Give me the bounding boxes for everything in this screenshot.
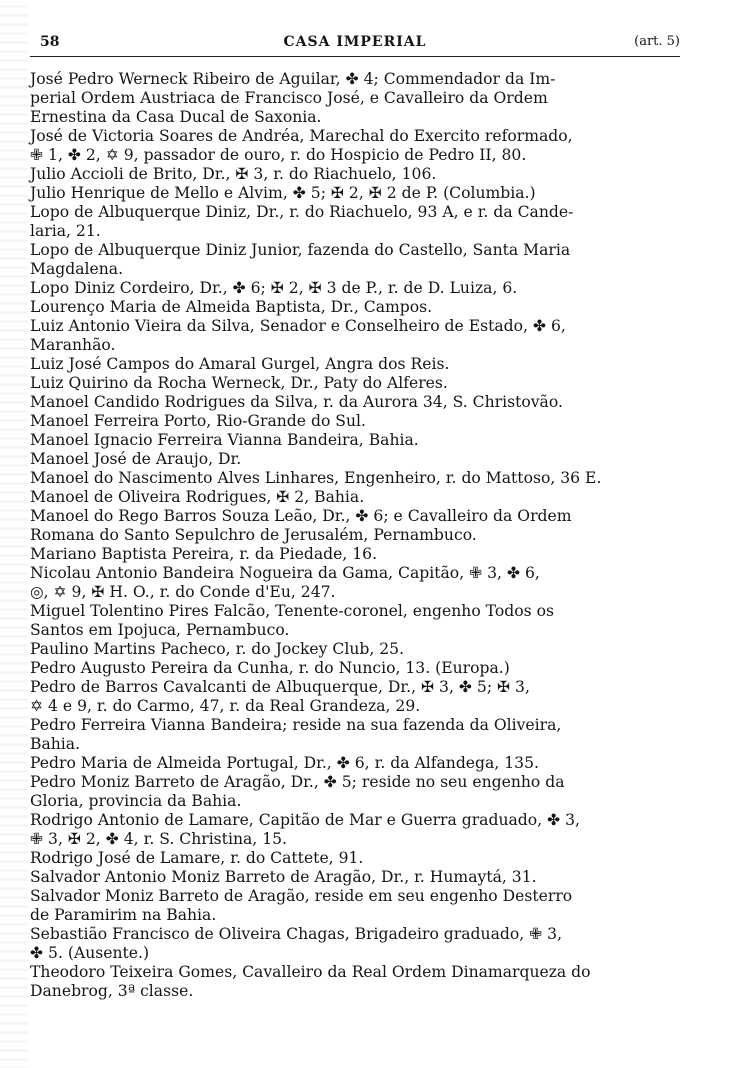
- entry-list: [30, 70, 680, 1001]
- entry-line: Santos em Ipojuca, Pernambuco.: [30, 621, 290, 639]
- entry-line: Luiz Quirino da Rocha Werneck, Dr., Paty do Alferes.: [30, 374, 448, 392]
- entry-line: Ernestina da Casa Ducal de Saxonia.: [30, 108, 322, 126]
- list-item: [30, 545, 680, 564]
- entry-line: Luiz José Campos do Amaral Gurgel, Angra dos Reis.: [30, 355, 450, 373]
- entry-line: Magdalena.: [30, 260, 124, 278]
- list-item: [30, 659, 680, 678]
- entry-line: ◎, ✡ 9, ✠ H. O., r. do Conde d'Eu, 247.: [30, 583, 336, 601]
- entry-line: Danebrog, 3ª classe.: [30, 982, 194, 1000]
- entry-line: Manoel do Rego Barros Souza Leão, Dr., ✤ 6; e Cavalleiro da Ordem: [30, 507, 572, 525]
- list-item: [30, 507, 680, 545]
- entry-line: Pedro de Barros Cavalcanti de Albuquerque, Dr., ✠ 3, ✤ 5; ✠ 3,: [30, 678, 530, 696]
- list-item: [30, 184, 680, 203]
- entry-line: ✤ 5. (Ausente.): [30, 944, 150, 962]
- list-item: [30, 317, 680, 355]
- entry-line: Manoel Ferreira Porto, Rio-Grande do Sul.: [30, 412, 366, 430]
- entry-line: Sebastião Francisco de Oliveira Chagas, Brigadeiro graduado, ✙ 3,: [30, 925, 563, 943]
- list-item: [30, 355, 680, 374]
- list-item: [30, 811, 680, 849]
- list-item: [30, 374, 680, 393]
- entry-line: ✙ 1, ✤ 2, ✡ 9, passador de ouro, r. do Hospicio de Pedro II, 80.: [30, 146, 527, 164]
- entry-line: Pedro Augusto Pereira da Cunha, r. do Nuncio, 13. (Europa.): [30, 659, 510, 677]
- entry-line: perial Ordem Austriaca de Francisco José, e Cavalleiro da Ordem: [30, 89, 548, 107]
- entry-line: Lopo de Albuquerque Diniz Junior, fazenda do Castello, Santa Maria: [30, 241, 571, 259]
- entry-line: Bahia.: [30, 735, 81, 753]
- entry-line: Salvador Moniz Barreto de Aragão, reside em seu engenho Desterro: [30, 887, 573, 905]
- section-reference: (art. 5): [634, 34, 680, 49]
- list-item: [30, 165, 680, 184]
- entry-line: Manoel Candido Rodrigues da Silva, r. da Aurora 34, S. Christovão.: [30, 393, 563, 411]
- entry-line: Julio Henrique de Mello e Alvim, ✤ 5; ✠ 2, ✠ 2 de P. (Columbia.): [30, 184, 536, 202]
- entry-line: Pedro Moniz Barreto de Aragão, Dr., ✤ 5; reside no seu engenho da: [30, 773, 565, 791]
- entry-line: ✡ 4 e 9, r. do Carmo, 47, r. da Real Grandeza, 29.: [30, 697, 421, 715]
- entry-line: Maranhão.: [30, 336, 116, 354]
- entry-line: Salvador Antonio Moniz Barreto de Aragão, Dr., r. Humaytá, 31.: [30, 868, 537, 886]
- entry-line: Miguel Tolentino Pires Falcão, Tenente-coronel, engenho Todos os: [30, 602, 554, 620]
- entry-line: Romana do Santo Sepulchro de Jerusalém, Pernambuco.: [30, 526, 477, 544]
- page-edge-shadow: [0, 0, 28, 1068]
- entry-line: Pedro Ferreira Vianna Bandeira; reside na sua fazenda da Oliveira,: [30, 716, 562, 734]
- entry-line: Lopo Diniz Cordeiro, Dr., ✤ 6; ✠ 2, ✠ 3 de P., r. de D. Luiza, 6.: [30, 279, 518, 297]
- list-item: [30, 602, 680, 640]
- list-item: [30, 127, 680, 165]
- running-title: CASA IMPERIAL: [283, 34, 427, 50]
- entry-line: Mariano Baptista Pereira, r. da Piedade, 16.: [30, 545, 378, 563]
- entry-line: José Pedro Werneck Ribeiro de Aguilar, ✤ 4; Commendador da Im-: [30, 70, 556, 88]
- list-item: [30, 393, 680, 412]
- list-item: [30, 887, 680, 925]
- entry-line: José de Victoria Soares de Andréa, Marechal do Exercito reformado,: [30, 127, 573, 145]
- entry-line: Paulino Martins Pacheco, r. do Jockey Club, 25.: [30, 640, 405, 658]
- list-item: [30, 849, 680, 868]
- list-item: [30, 298, 680, 317]
- list-item: [30, 203, 680, 241]
- entry-line: Nicolau Antonio Bandeira Nogueira da Gama, Capitão, ✙ 3, ✤ 6,: [30, 564, 540, 582]
- entry-line: Lourenço Maria de Almeida Baptista, Dr., Campos.: [30, 298, 433, 316]
- list-item: [30, 716, 680, 754]
- page-number: 58: [40, 34, 60, 50]
- entry-line: Manoel do Nascimento Alves Linhares, Engenheiro, r. do Mattoso, 36 E.: [30, 469, 602, 487]
- list-item: [30, 925, 680, 963]
- entry-line: de Paramirim na Bahia.: [30, 906, 217, 924]
- list-item: [30, 469, 680, 488]
- entry-line: ✙ 3, ✠ 2, ✤ 4, r. S. Christina, 15.: [30, 830, 287, 848]
- entry-line: Gloria, provincia da Bahia.: [30, 792, 242, 810]
- list-item: [30, 412, 680, 431]
- entry-line: Rodrigo José de Lamare, r. do Cattete, 91.: [30, 849, 364, 867]
- list-item: [30, 754, 680, 773]
- entry-line: Manoel Ignacio Ferreira Vianna Bandeira, Bahia.: [30, 431, 419, 449]
- entry-line: Lopo de Albuquerque Diniz, Dr., r. do Riachuelo, 93 A, e r. da Cande-: [30, 203, 574, 221]
- entry-line: laria, 21.: [30, 222, 101, 240]
- entry-line: Rodrigo Antonio de Lamare, Capitão de Mar e Guerra graduado, ✤ 3,: [30, 811, 580, 829]
- entry-line: Luiz Antonio Vieira da Silva, Senador e Conselheiro de Estado, ✤ 6,: [30, 317, 566, 335]
- list-item: [30, 868, 680, 887]
- list-item: [30, 488, 680, 507]
- entry-line: Manoel de Oliveira Rodrigues, ✠ 2, Bahia.: [30, 488, 365, 506]
- list-item: [30, 564, 680, 602]
- list-item: [30, 773, 680, 811]
- list-item: [30, 640, 680, 659]
- list-item: [30, 241, 680, 279]
- list-item: [30, 70, 680, 127]
- entry-line: Julio Accioli de Brito, Dr., ✠ 3, r. do Riachuelo, 106.: [30, 165, 437, 183]
- entry-line: Theodoro Teixeira Gomes, Cavalleiro da Real Ordem Dinamarqueza do: [30, 963, 591, 981]
- list-item: [30, 279, 680, 298]
- entry-line: Manoel José de Araujo, Dr.: [30, 450, 242, 468]
- list-item: [30, 963, 680, 1001]
- list-item: [30, 678, 680, 716]
- page-header: [30, 30, 680, 57]
- list-item: [30, 450, 680, 469]
- entry-line: Pedro Maria de Almeida Portugal, Dr., ✤ 6, r. da Alfandega, 135.: [30, 754, 539, 772]
- list-item: [30, 431, 680, 450]
